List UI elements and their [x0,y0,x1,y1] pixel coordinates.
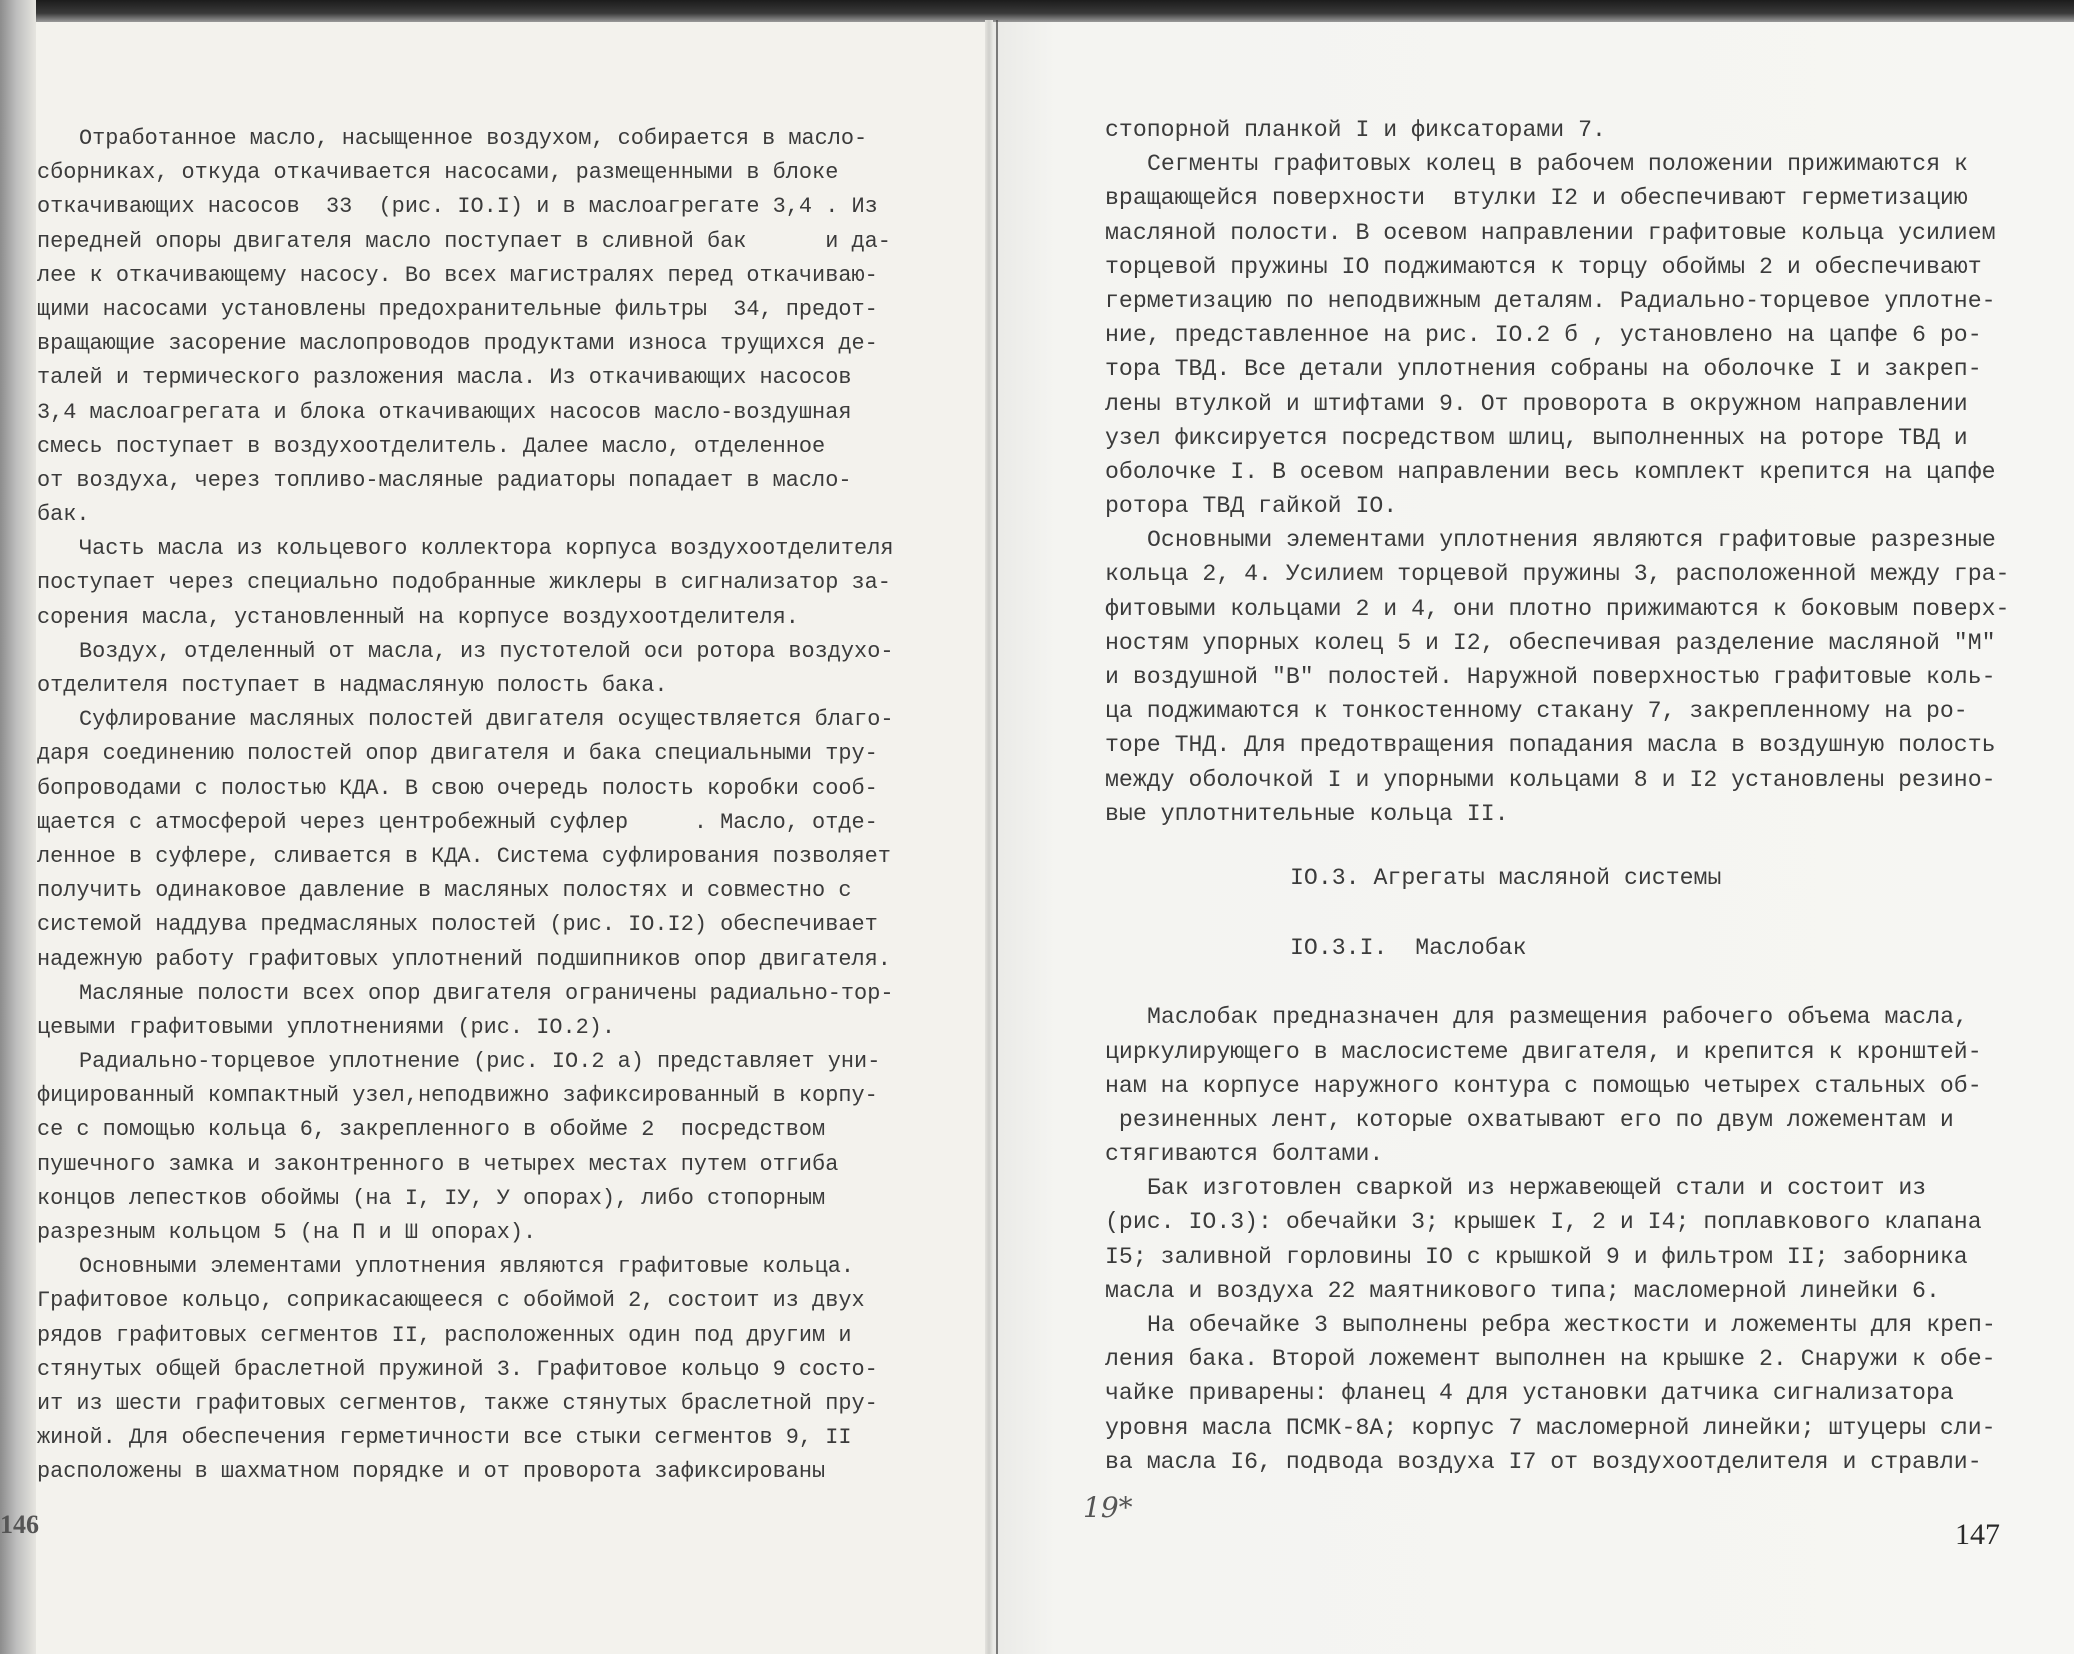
scan-left-edge-shadow [0,0,36,1654]
text-line: масляной полости. В осевом направлении графитовые кольца усилием [1105,219,1996,246]
text-line: I5; заливной горловины IO с крышкой 9 и фильтром II; заборника [1105,1243,1968,1270]
subsection-heading: IO.3.I. Маслобак [1290,935,1527,962]
text-line: получить одинаковое давление в масляных полостях и совместно с [37,878,852,904]
text-line: се с помощью кольца 6, закрепленного в обойме 2 посредством [37,1117,826,1143]
text-line: ва масла I6, подвода воздуха I7 от воздухоотделителя и стравли- [1105,1448,1982,1475]
text-line: вращающейся поверхности втулки I2 и обеспечивают герметизацию [1105,185,1968,212]
text-line: фитовыми кольцами 2 и 4, они плотно прижимаются к боковым поверх- [1105,595,2010,622]
text-line: откачивающих насосов 33 (рис. IO.I) и в маслоагрегате 3,4 . Из [37,194,878,220]
text-line: и воздушной "В" полостей. Наружной поверхностью графитовые коль- [1105,664,1996,690]
text-line: Бак изготовлен сваркой из нержавеющей стали и состоит из [1147,1175,1927,1202]
paragraph [37,122,893,532]
text-line: тора ТВД. Все детали уплотнения собраны на оболочке I и закреп- [1105,356,1982,383]
text-line: щими насосами установлены предохранительные фильтры 34, предот- [37,296,878,322]
book-gutter [985,20,993,1654]
text-line: сорения масла, установленный на корпусе воздухоотделителя. [37,604,799,630]
text-line: ления бака. Второй ложемент выполнен на крышке 2. Снаружи к обе- [1105,1346,1996,1373]
right-page-body [1105,113,2009,1479]
text-line: Суфлирование масляных полостей двигателя осуществляется благо- [79,707,894,733]
text-line: Отработанное масло, насыщенное воздухом, собирается в масло- [79,126,868,151]
text-line: оболочке I. В осевом направлении весь комплект крепится на цапфе [1105,458,1996,485]
text-line: ит из шести графитовых сегментов, также стянутых браслетной пру- [37,1390,878,1416]
right-page-top-paragraphs [1105,113,2009,831]
paragraph [37,635,893,703]
text-line: Основными элементами уплотнения являются графитовые разрезные [1147,527,1996,554]
text-line: ние, представленное на рис. IO.2 б , установлено на цапфе 6 ро- [1105,322,1982,349]
text-line: Основными элементами уплотнения являются графитовые кольца. [79,1254,855,1280]
text-line: нам на корпусе наружного контура с помощью четырех стальных об- [1105,1072,1982,1099]
text-line: талей и термического разложения масла. Из откачивающих насосов [37,365,852,391]
text-line: стянутых общей браслетной пружиной 3. Графитовое кольцо 9 состо- [37,1356,878,1382]
text-line: жиной. Для обеспечения герметичности все стыки сегментов 9, II [37,1425,852,1451]
text-line: ленное в суфлере, сливается в КДА. Система суфлирования позволяет [37,843,891,869]
text-line: концов лепестков обоймы (на I, IУ, У опорах), либо стопорным [37,1185,826,1211]
text-line: щается с атмосферой через центробежный суфлер . Масло, отде- [37,809,878,835]
text-line: разрезным кольцом 5 (на П и Ш опорах). [37,1220,537,1245]
paragraph [1105,1171,2009,1308]
text-line: Графитовое кольцо, соприкасающееся с обоймой 2, состоит из двух [37,1288,865,1314]
paragraph [37,532,893,635]
text-line: резиненных лент, которые охватывают его по двум ложементам и [1105,1106,1954,1133]
paragraph [37,977,893,1045]
paragraph [37,1045,893,1250]
text-line: рядов графитовых сегментов II, расположенных один под другим и [37,1322,852,1348]
text-line: герметизацию по неподвижным деталям. Радиально-торцевое уплотне- [1105,287,1996,314]
paragraph [1105,523,2009,831]
text-line: 3,4 маслоагрегата и блока откачивающих насосов масло-воздушная [37,399,852,425]
text-line: системой наддува предмасляных полостей (рис. IO.I2) обеспечивает [37,912,878,938]
text-line: бак. [37,502,90,528]
paragraph [1105,147,2009,523]
text-line: поступает через специально подобранные жиклеры в сигнализатор за- [37,570,891,596]
text-line: ца поджимаются к тонкостенному стакану 7, закрепленному на ро- [1105,698,1968,725]
text-line: надежную работу графитовых уплотнений подшипников опор двигателя. [37,946,891,972]
text-line: Сегменты графитовых колец в рабочем положении прижимаются к [1147,151,1968,178]
paragraph [1105,1000,2009,1171]
text-line: лены втулкой и штифтами 9. От проворота в окружном направлении [1105,390,1968,417]
text-line: ностям упорных колец 5 и I2, обеспечивая разделение масляной "М" [1105,629,1996,656]
text-line: смесь поступает в воздухоотделитель. Далее масло, отделенное [37,433,826,459]
scan-top-edge [0,0,2074,22]
text-line: фицированный компактный узел,неподвижно зафиксированный в корпу- [37,1083,878,1109]
text-line: от воздуха, через топливо-масляные радиаторы попадает в масло- [37,467,852,493]
text-line: Воздух, отделенный от масла, из пустотелой оси ротора воздухо- [79,638,894,664]
text-line: масла и воздуха 22 маятникового типа; масломерной линейки 6. [1105,1277,1940,1304]
text-line: Маслобак предназначен для размещения рабочего объема масла, [1147,1004,1968,1031]
text-line: сборниках, откуда откачивается насосами, размещенными в блоке [37,160,839,186]
text-line: вращающие засорение маслопроводов продуктами износа трущихся де- [37,331,878,357]
text-line: (рис. IO.3): обечайки 3; крышек I, 2 и I4; поплавкового клапана [1105,1209,1982,1236]
text-line: стопорной планкой I и фиксаторами 7. [1105,117,1606,143]
text-line: стягиваются болтами. [1105,1141,1384,1168]
section-heading: IO.3. Агрегаты масляной системы [1290,864,1722,891]
text-line: кольца 2, 4. Усилием торцевой пружины 3, расположенной между гра- [1105,561,2010,588]
text-line: цевыми графитовыми уплотнениями (рис. IO.2). [37,1014,616,1040]
text-line: узел фиксируется посредством шлиц, выполненных на роторе ТВД и [1105,424,1968,451]
text-line: На обечайке 3 выполнены ребра жесткости и ложементы для креп- [1147,1312,1996,1338]
right-page-bottom-paragraphs [1105,1000,2009,1479]
text-line: бопроводами с полостью КДА. В свою очередь полость коробки сооб- [37,775,878,801]
text-line: ротора ТВД гайкой IO. [1105,493,1398,520]
page-fold-line [996,20,998,1654]
text-line: торцевой пружины IO поджимаются к торцу обоймы 2 и обеспечивают [1105,253,1982,280]
text-line: между оболочкой I и упорными кольцами 8 и I2 установлены резино- [1105,766,1996,793]
text-line: Радиально-торцевое уплотнение (рис. IO.2 а) представляет уни- [79,1049,881,1075]
paragraph [1105,113,2009,147]
text-line: передней опоры двигателя масло поступает в сливной бак и да- [37,228,891,254]
paragraph [1105,1308,2009,1479]
text-line: пушечного замка и законтренного в четырех местах путем отгиба [37,1151,839,1177]
text-line: даря соединению полостей опор двигателя и бака специальными тру- [37,741,878,767]
text-line: циркулирующего в маслосистеме двигателя, и крепится к кронштей- [1105,1038,1982,1065]
paragraph [37,703,893,977]
page-number-left: 146 [0,1510,39,1539]
text-line: лее к откачивающему насосу. Во всех магистралях перед откачиваю- [37,262,878,288]
text-line: Часть масла из кольцевого коллектора корпуса воздухоотделителя [79,536,894,562]
text-line: Масляные полости всех опор двигателя ограничены радиально-тор- [79,980,894,1006]
handwritten-mark: 19* [1083,1491,1133,1524]
text-line: вые уплотнительные кольца II. [1105,800,1509,827]
paragraph [37,1250,893,1489]
left-page-body [37,122,893,1490]
text-line: чайке приварены: фланец 4 для установки датчика сигнализатора [1105,1380,1954,1407]
text-line: отделителя поступает в надмасляную полость бака. [37,673,668,698]
text-line: уровня масла ПСМК-8А; корпус 7 масломерной линейки; штуцеры сли- [1105,1414,1996,1441]
text-line: расположены в шахматном порядке и от проворота зафиксированы [37,1459,826,1485]
text-line: торе ТНД. Для предотвращения попадания масла в воздушную полость [1105,732,1996,759]
page-number-right: 147 [1955,1518,2000,1551]
